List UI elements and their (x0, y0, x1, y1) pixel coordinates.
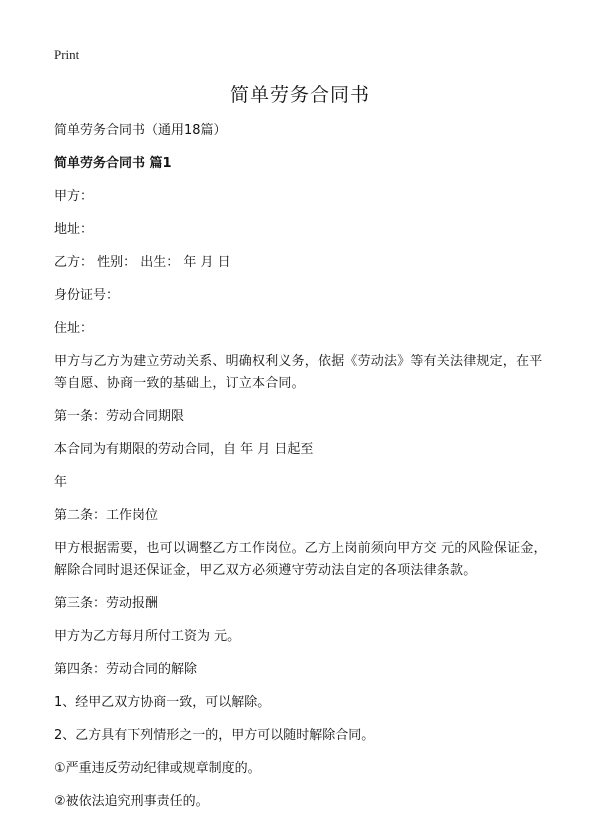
document-subtitle: 简单劳务合同书（通用18篇） (54, 123, 227, 138)
party-a-label: 甲方： (54, 189, 94, 204)
article-2-paragraph: 甲方根据需要，也可以调整乙方工作岗位。乙方上岗前须向甲方交 元的风险保证金，解除合同时退还保证金，甲乙双方必须遵守劳动法自定的各项法律条款。 (54, 541, 547, 578)
address-label: 地址： (54, 222, 94, 237)
article-1-heading: 第一条：劳动合同期限 (54, 409, 185, 424)
article-4-subitem-2: ②被依法追究刑事责任的。 (54, 794, 209, 809)
id-number-label: 身份证号： (54, 288, 120, 303)
print-link[interactable]: Print (54, 47, 80, 62)
article-4-subitem-1: ①严重违反劳动纪律或规章制度的。 (54, 761, 261, 776)
article-3-heading: 第三条：劳动报酬 (54, 596, 159, 611)
preamble-paragraph: 甲方与乙方为建立劳动关系、明确权利义务，依据《劳动法》等有关法律规定，在平等自愿、协商一致的基础上，订立本合同。 (54, 354, 543, 391)
article-4-heading: 第四条：劳动合同的解除 (54, 662, 198, 677)
party-b-info: 乙方： 性别： 出生： 年 月 日 (54, 255, 231, 270)
article-1-text: 本合同为有期限的劳动合同，自 年 月 日起至 (54, 442, 314, 457)
document-title: 简单劳务合同书 (229, 84, 370, 106)
article-2-heading: 第二条：工作岗位 (54, 508, 159, 523)
article-1-year: 年 (54, 475, 68, 490)
residence-label: 住址： (54, 321, 94, 336)
article-3-text: 甲方为乙方每月所付工资为 元。 (54, 629, 241, 644)
document-body (54, 120, 554, 824)
section-heading: 简单劳务合同书 篇1 (54, 156, 172, 171)
article-4-item-1: 1、经甲乙双方协商一致，可以解除。 (54, 695, 271, 710)
article-4-item-2: 2、乙方具有下列情形之一的，甲方可以随时解除合同。 (54, 728, 375, 743)
